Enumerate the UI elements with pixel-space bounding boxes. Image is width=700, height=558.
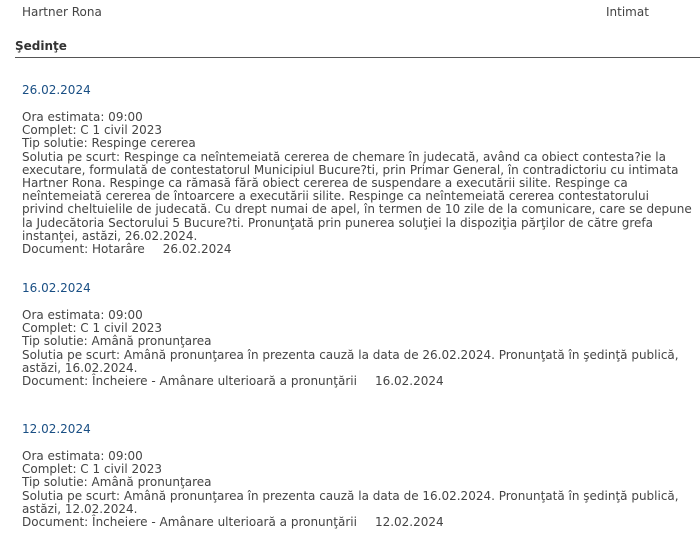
session-document (22, 243, 694, 256)
party-role: Intimat (606, 5, 649, 19)
party-row (22, 4, 662, 20)
session-solution-summary: Solutia pe scurt: Amână pronunţarea în prezenta cauză la data de 26.02.2024. Pronunţată în şedinţă publică, astăzi, 16.02.2024. (22, 347, 679, 375)
session-panel: Complet: C 1 civil 2023 (22, 462, 163, 477)
section-title: Şedinţe (15, 39, 67, 53)
session-document-date: 12.02.2024 (374, 515, 444, 530)
session-document-date: 26.02.2024 (162, 242, 232, 257)
session-solution-type: Tip solutie: Amână pronunţarea (22, 475, 212, 490)
session-item (22, 83, 694, 256)
session-panel: Complet: C 1 civil 2023 (22, 123, 163, 138)
session-panel: Complet: C 1 civil 2023 (22, 321, 163, 336)
session-time: Ora estimata: 09:00 (22, 449, 143, 463)
section-header (15, 38, 700, 58)
session-date: 12.02.2024 (22, 422, 91, 436)
session-date: 26.02.2024 (22, 83, 91, 97)
session-document-label: Document: Încheiere - Amânare ulterioară a pronunţării (22, 515, 357, 530)
session-document (22, 516, 694, 529)
session-time: Ora estimata: 09:00 (22, 110, 143, 124)
session-item (22, 281, 694, 388)
session-solution-summary: Solutia pe scurt: Respinge ca neîntemeiată cererea de chemare în judecată, având ca obiect contesta?ie la executare, formulată de contestatorul Municipiul Bucure?ti, prin Primar General, în contradictoriu cu intimata Hartner Rona. Respinge ca rămasă fără obiect cererea de suspendare a executării silite. Respinge ca neîntemeiată cererea de întoarcere a executării silite. Respinge ca neîntemeiată cererea contestatorului privind cheltuielile de judecată. Cu drept numai de apel, în termen de 10 zile de la comunicare, care se depune la Judecătoria Sectorului 5 Bucure?ti. Pronunţată prin punerea soluţiei la dispoziţia părţilor de către grefa instanţei, astăzi, 26.02.2024. (22, 149, 692, 243)
session-solution-type: Tip solutie: Amână pronunţarea (22, 334, 212, 349)
session-solution-summary: Solutia pe scurt: Amână pronunţarea în prezenta cauză la data de 16.02.2024. Pronunţată în şedinţă publică, astăzi, 12.02.2024. (22, 488, 679, 516)
session-solution-type: Tip solutie: Respinge cererea (22, 136, 196, 151)
session-item (22, 422, 694, 529)
session-document-label: Document: Hotarâre (22, 242, 145, 257)
session-time: Ora estimata: 09:00 (22, 308, 143, 322)
party-name: Hartner Rona (22, 5, 102, 19)
session-document-label: Document: Încheiere - Amânare ulterioară a pronunţării (22, 374, 357, 389)
session-date: 16.02.2024 (22, 281, 91, 295)
session-document-date: 16.02.2024 (374, 374, 444, 389)
session-document (22, 375, 694, 388)
